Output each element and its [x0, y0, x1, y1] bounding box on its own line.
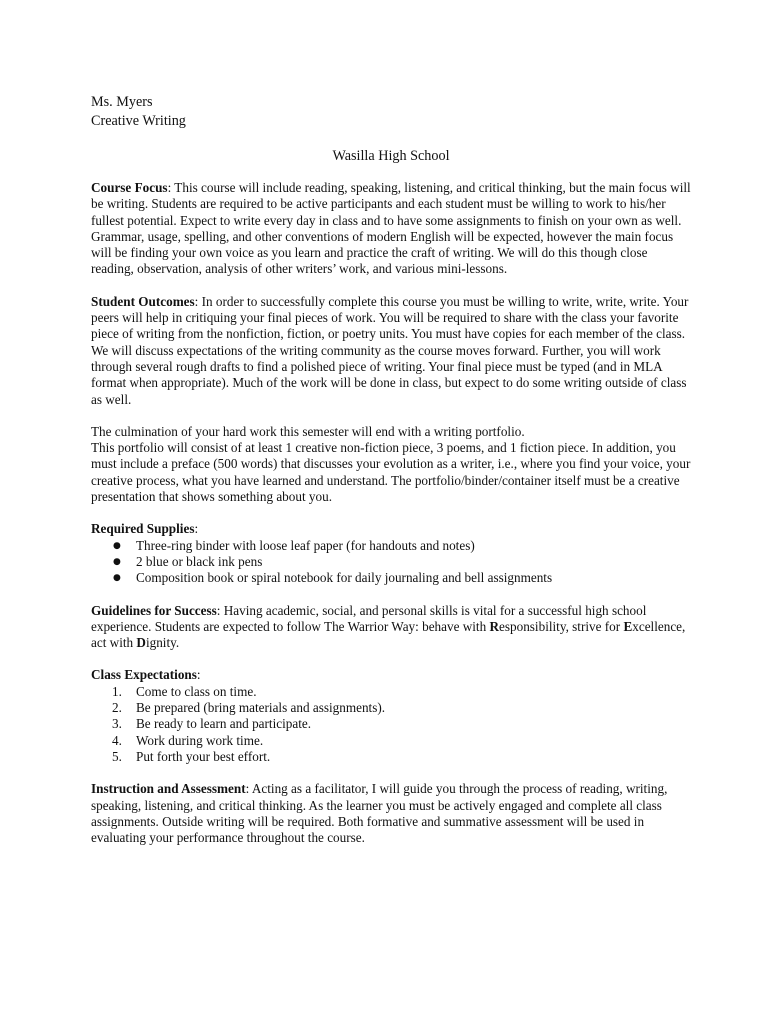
required-supplies-label: Required Supplies: [91, 521, 195, 537]
course-focus-text: This course will include reading, speaking, listening, and critical thinking, but the main focus will be writing. Students are required to be active participants and each student must be willing to work to his/her fullest potential. Expect to write every day in class and to have some assignments to finish on your own as well. Grammar, usage, spelling, and other conventions of modern English will be expected, however the main focus will be finding your own voice as you learn and practice the craft of writing. We will do this though close reading, observation, analysis of other writers’ work, and various mini-lessons.: [91, 180, 691, 277]
warrior-way-r-rest: esponsibility, strive for: [499, 618, 624, 634]
instruction-label: Instruction and Assessment: [91, 781, 246, 797]
warrior-way-d: D: [136, 635, 146, 651]
course-name: Creative Writing: [91, 113, 186, 129]
list-number: 1.: [112, 683, 122, 699]
school-name: Wasilla High School: [332, 148, 450, 164]
student-outcomes-text: In order to successfully complete this course you must be willing to write, write, write. Your peers will help in critiquing your final pieces of work. You will be required to share with the class your favorite piece of writing from the nonfiction, fiction, or poetry units. You must have copies for each member of the class. We will discuss expectations of the writing community as the course moves forward. Further, you will work through several rough drafts to find a polished piece of writing. Your final piece must be typed (and in MLA format when appropriate). Much of the work will be done in class, but expect to do some writing outside of class as well.: [91, 293, 689, 407]
teacher-name: Ms. Myers: [91, 94, 153, 110]
expectations-list: [91, 684, 691, 765]
supplies-list: [91, 538, 691, 587]
list-item: [91, 684, 691, 700]
list-item: [91, 749, 691, 765]
warrior-way-e-rest: xcellence, act with: [91, 618, 686, 651]
expectation-text: Work during work time.: [136, 732, 264, 748]
bullet-icon: ●: [113, 540, 121, 551]
list-number: 4.: [112, 732, 122, 748]
student-outcomes-paragraph: [91, 294, 691, 408]
portfolio-line-1: The culmination of your hard work this semester will end with a writing portfolio.: [91, 423, 525, 439]
instruction-text: Acting as a facilitator, I will guide you through the process of reading, writing, speaking, listening, and critical thinking. As the learner you must be actively engaged and complete all class assignments. Outside writing will be required. Both formative and summative assessment will be used in evaluating your performance throughout the course.: [91, 781, 668, 846]
required-supplies-heading: [91, 521, 691, 537]
list-item: [91, 700, 691, 716]
expectation-text: Be prepared (bring materials and assignments).: [136, 700, 386, 716]
course-focus-sep: :: [167, 180, 172, 195]
supply-item-text: 2 blue or black ink pens: [136, 553, 263, 569]
student-outcomes-label: Student Outcomes: [91, 293, 195, 309]
required-supplies-sep: :: [194, 521, 199, 537]
list-number: 3.: [112, 716, 122, 732]
warrior-way-e: E: [623, 618, 633, 634]
warrior-way-d-rest: ignity.: [145, 635, 180, 651]
list-item: [91, 570, 691, 586]
expectation-text: Come to class on time.: [136, 683, 257, 699]
guidelines-sep: :: [216, 602, 221, 618]
bullet-icon: ●: [113, 573, 121, 584]
instruction-sep: :: [245, 781, 250, 797]
bullet-icon: ●: [113, 556, 121, 567]
guidelines-label: Guidelines for Success: [91, 602, 217, 618]
class-expectations-label: Class Expectations: [91, 667, 197, 683]
syllabus-page: [91, 93, 691, 862]
list-number: 2.: [112, 700, 122, 716]
class-expectations-sep: :: [196, 667, 201, 683]
portfolio-line-2: This portfolio will consist of at least 1 creative non-fiction piece, 3 poems, and 1 fiction piece. In addition, you must include a preface (500 words) that discusses your evolution as a writer, i.e., where you find your voice, your creative process, what you have learned and understand. The portfolio/binder/container itself must be a creative presentation that shows something about you.: [91, 440, 691, 505]
class-expectations-heading: [91, 667, 691, 683]
list-item: [91, 733, 691, 749]
warrior-way-r: R: [489, 618, 500, 634]
instruction-paragraph: [91, 781, 691, 846]
list-item: [91, 716, 691, 732]
course-focus-label: Course Focus: [91, 180, 168, 195]
expectation-text: Put forth your best effort.: [136, 748, 271, 764]
course-focus-paragraph: [91, 180, 691, 278]
portfolio-paragraph: [91, 424, 691, 505]
supply-item-text: Composition book or spiral notebook for daily journaling and bell assignments: [136, 570, 553, 586]
list-number: 5.: [112, 748, 122, 764]
list-item: [91, 554, 691, 570]
guidelines-text: Having academic, social, and personal skills is vital for a successful high school experience. Students are expected to follow The Warrior Way: behave with: [91, 602, 647, 634]
expectation-text: Be ready to learn and participate.: [136, 716, 312, 732]
list-item: [91, 538, 691, 554]
supply-item-text: Three-ring binder with loose leaf paper (for handouts and notes): [136, 537, 475, 553]
guidelines-paragraph: [91, 603, 691, 652]
student-outcomes-sep: :: [194, 293, 199, 309]
